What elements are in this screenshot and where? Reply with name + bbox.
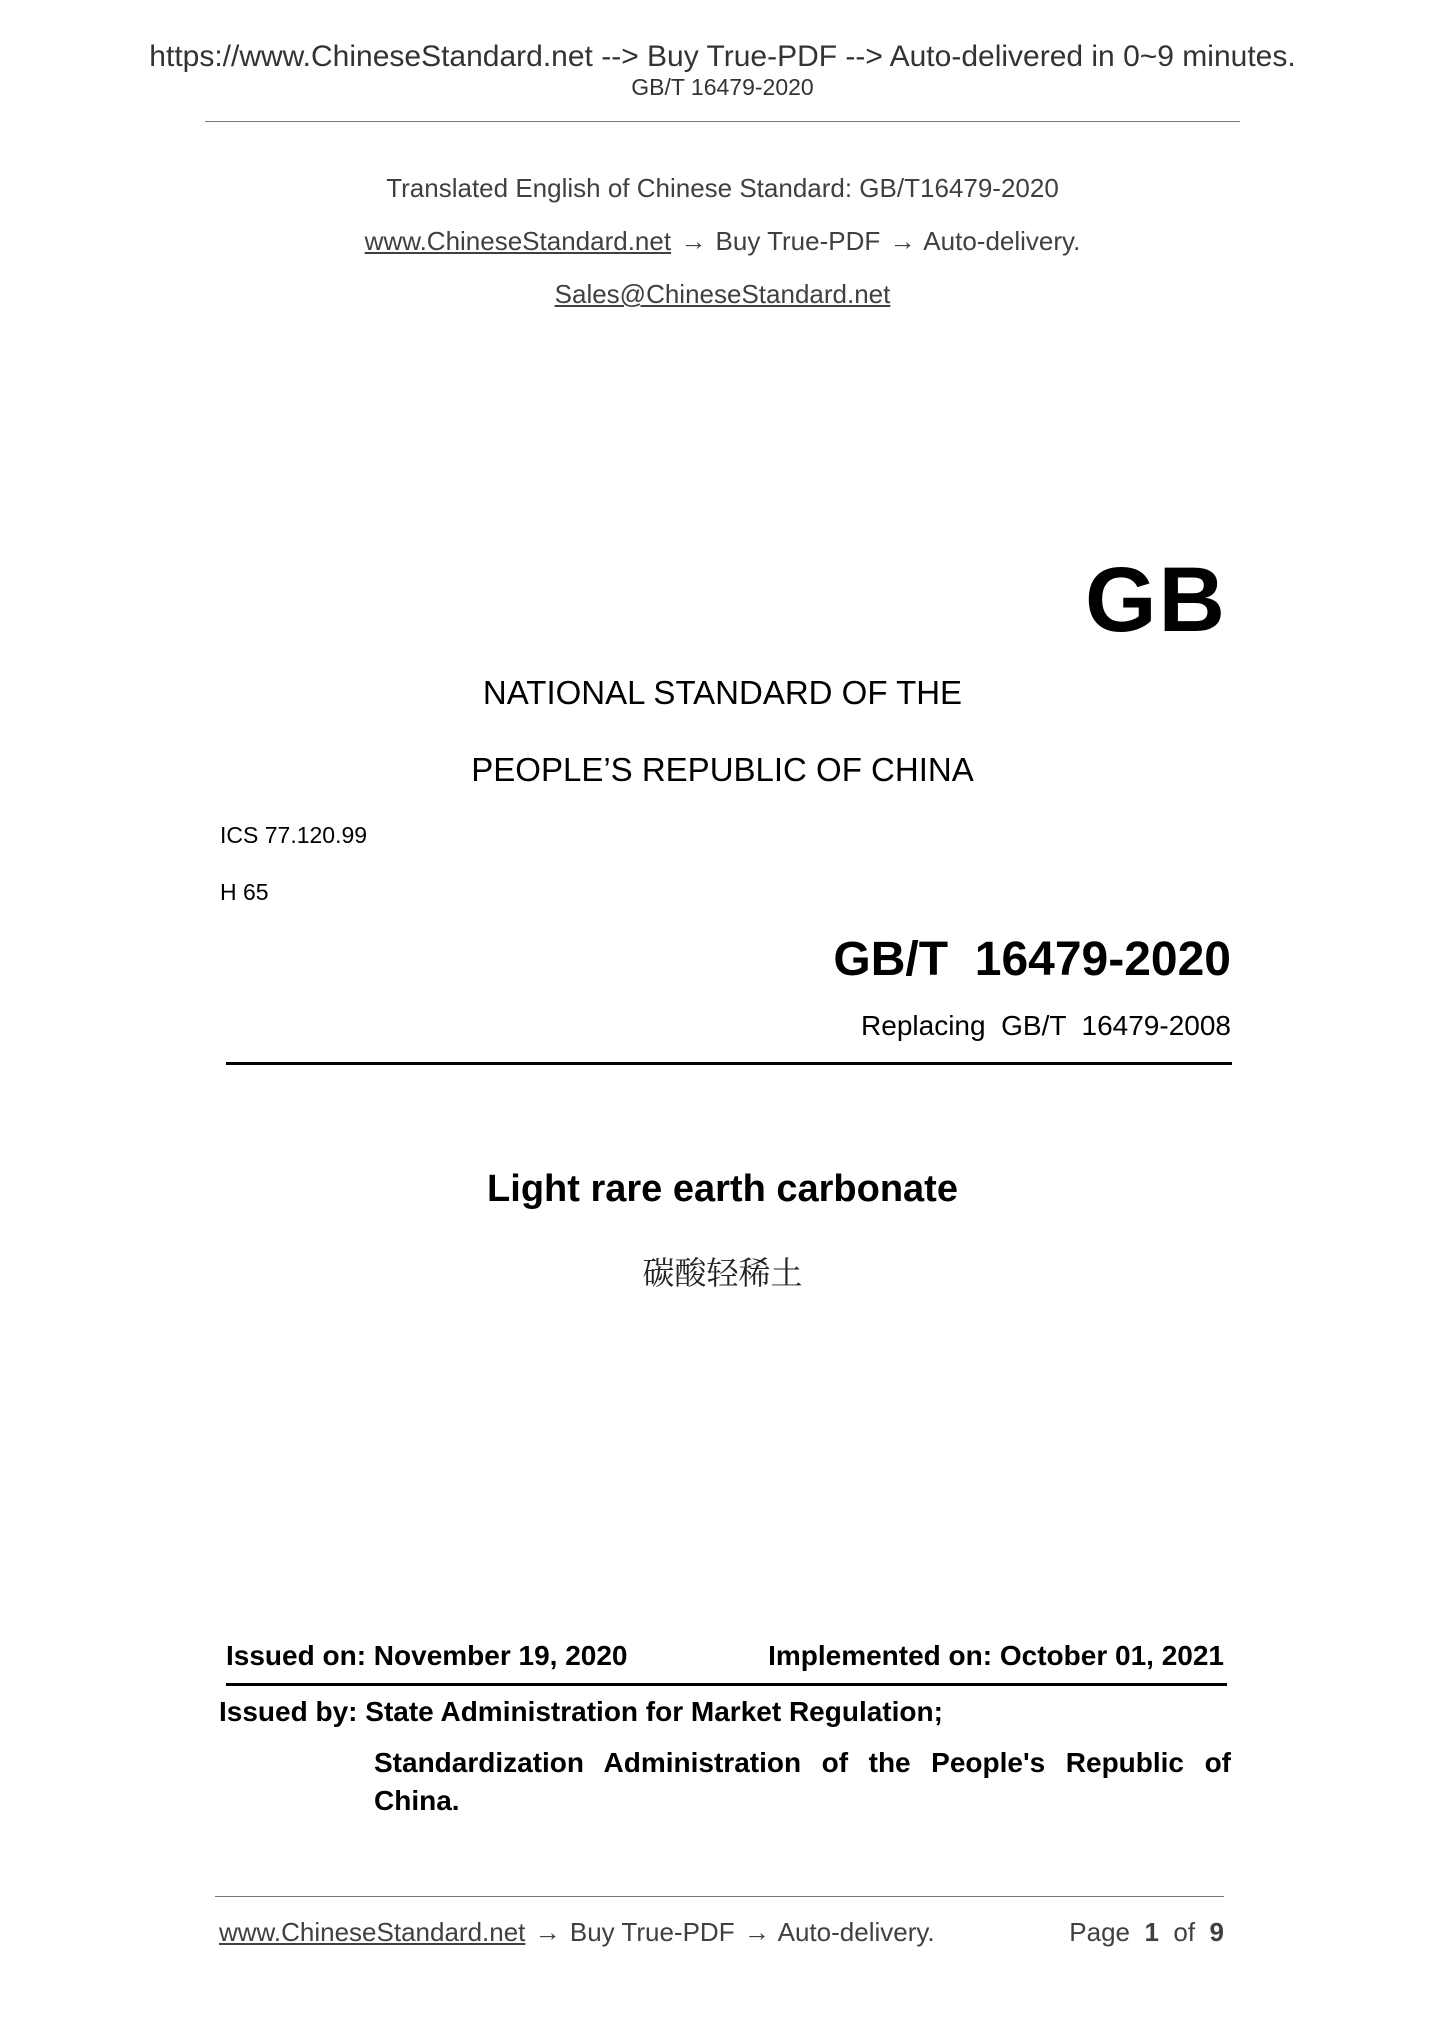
arrow-right-icon: → <box>889 226 916 256</box>
page-current: 1 <box>1144 1917 1159 1947</box>
title-english: Light rare earth carbonate <box>487 1168 958 1210</box>
ccs-code: H 65 <box>220 879 269 905</box>
arrow-right-icon: → <box>743 1917 770 1947</box>
header-doc-code: GB/T 16479-2020 <box>631 74 814 100</box>
page-label: Page <box>1069 1917 1131 1947</box>
site-link[interactable]: www.ChineseStandard.net <box>364 226 672 256</box>
footer-delivery-text: Auto-delivery. <box>777 1917 935 1947</box>
sales-email-link[interactable]: Sales@ChineseStandard.net <box>554 279 891 309</box>
issued-by-line-1: Issued by: State Administration for Market Regulation; <box>219 1696 943 1727</box>
ics-code: ICS 77.120.99 <box>220 822 368 848</box>
page-total: 9 <box>1209 1917 1224 1947</box>
dates-divider <box>226 1683 1227 1686</box>
arrow-right-icon: → <box>534 1917 561 1947</box>
buy-line <box>0 226 1445 257</box>
translation-notice: Translated English of Chinese Standard: GB/T16479-2020 <box>386 173 1059 203</box>
top-banner-text: https://www.ChineseStandard.net --> Buy True-PDF --> Auto-delivered in 0~9 minutes. <box>149 40 1296 73</box>
national-standard-line-1: NATIONAL STANDARD OF THE <box>482 674 963 711</box>
national-standard-line-2: PEOPLE’S REPUBLIC OF CHINA <box>471 751 974 788</box>
footer-site-link[interactable]: www.ChineseStandard.net <box>219 1917 526 1947</box>
gb-mark: GB <box>1085 549 1227 651</box>
footer-buy-text: Buy True-PDF <box>569 1917 735 1947</box>
header-divider <box>205 121 1240 122</box>
sales-email-line <box>0 279 1445 310</box>
standard-code: GB/T 16479-2020 <box>833 933 1231 986</box>
of-label: of <box>1173 1917 1196 1947</box>
arrow-right-icon: → <box>680 226 707 256</box>
auto-delivery-text: Auto-delivery. <box>923 226 1081 256</box>
replacing-standard: Replacing GB/T 16479-2008 <box>861 1010 1231 1041</box>
page-indicator <box>1069 1917 1224 1948</box>
issued-by-line-2: Standardization Administration of the People's Republic of China. <box>374 1747 1231 1816</box>
cover-divider <box>226 1062 1232 1065</box>
buy-true-pdf-text: Buy True-PDF <box>715 226 881 256</box>
footer-link-line <box>219 1917 935 1948</box>
footer-divider <box>215 1896 1224 1897</box>
issued-on-date: Issued on: November 19, 2020 <box>226 1640 628 1671</box>
title-chinese: 碳酸轻稀土 <box>642 1254 803 1292</box>
implemented-on-date: Implemented on: October 01, 2021 <box>768 1640 1224 1671</box>
